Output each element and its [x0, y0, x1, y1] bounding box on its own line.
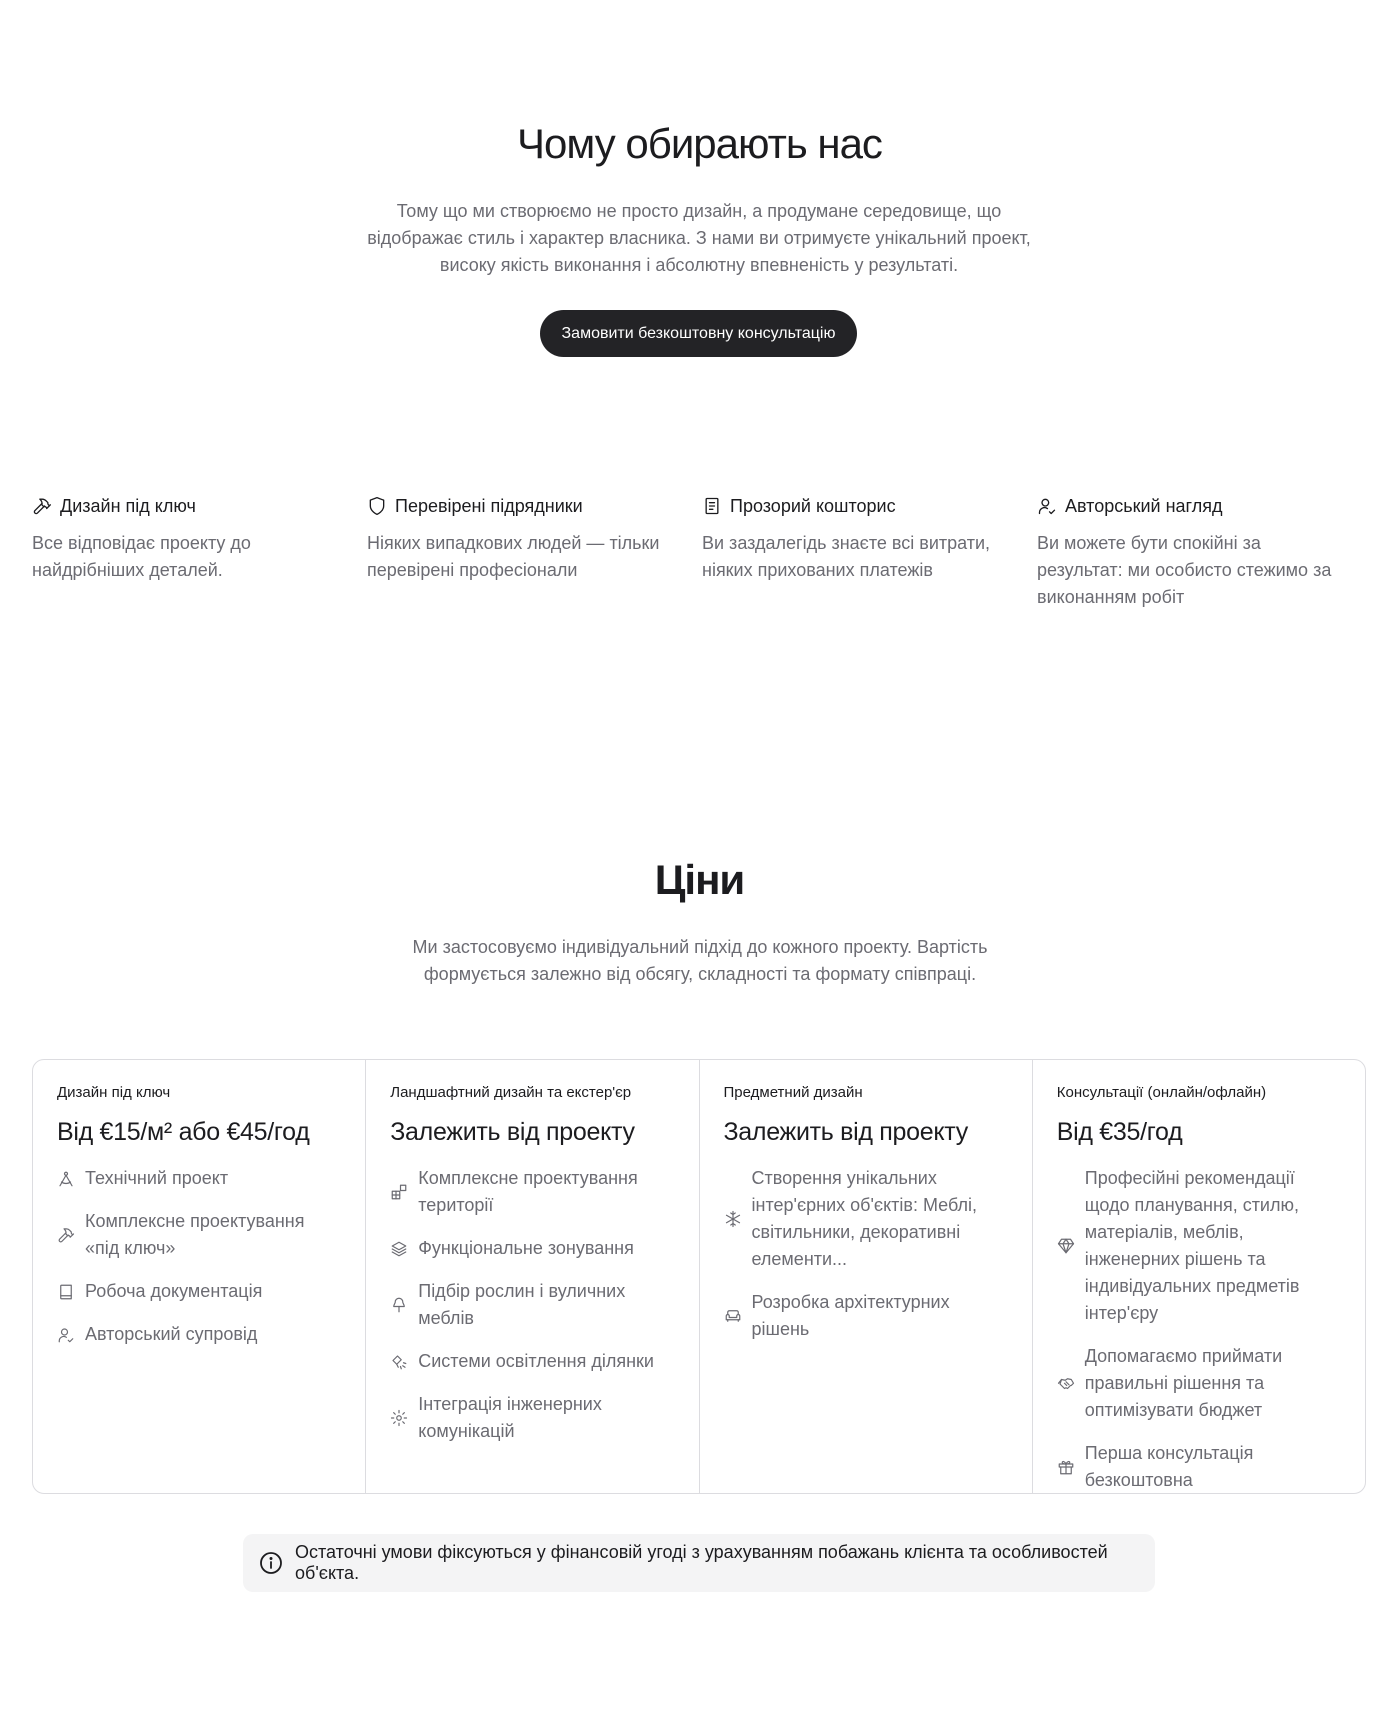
list-item-text: Створення унікальних інтер'єрних об'єктів: Меблі, світильники, декоративні елементи...	[751, 1168, 977, 1269]
list-item	[57, 1278, 341, 1305]
why-us-subtitle: Тому що ми створюємо не просто дизайн, а продумане середовище, що відображає стиль і характер власника. З нами ви отримуєте унікальний проект, високу якість виконання і абсолютну впевненість у результаті.	[367, 201, 1031, 275]
list-item	[390, 1278, 674, 1332]
list-item-text: Авторський супровід	[85, 1324, 258, 1344]
feature-desc: Ви заздалегідь знаєте всі витрати, ніяких прихованих платежів	[702, 533, 991, 580]
feature-title: Прозорий кошторис	[730, 495, 896, 516]
feature-title: Дизайн під ключ	[60, 495, 196, 516]
hammer-icon	[32, 496, 52, 516]
list-item	[390, 1348, 674, 1375]
plan-price: Залежить від проекту	[723, 1118, 968, 1146]
user-check-icon	[1037, 496, 1057, 516]
plan-name: Предметний дизайн	[723, 1084, 863, 1101]
handshake-icon	[1057, 1375, 1075, 1393]
list-item-text: Функціональне зонування	[418, 1238, 634, 1258]
plan-landscape-design	[366, 1060, 699, 1493]
prices-title: Ціни	[654, 856, 745, 903]
feature-desc: Ви можете бути спокійні за результат: ми особисто стежимо за виконанням робіт	[1037, 533, 1332, 607]
blocks-icon	[390, 1183, 408, 1201]
feature-desc: Ніяких випадкових людей — тільки перевірені професіонали	[367, 533, 660, 580]
feature-turnkey	[32, 492, 367, 611]
features-list	[32, 492, 1372, 611]
list-item-text: Комплексне проектування території	[418, 1168, 638, 1215]
feature-estimate	[702, 492, 1037, 611]
list-item-text: Робоча документація	[85, 1281, 263, 1301]
list-item-text: Перша консультація безкоштовна	[1084, 1443, 1254, 1490]
plan-price: Від €15/м² або €45/год	[57, 1118, 310, 1146]
plan-name: Ландшафтний дизайн та екстер'єр	[390, 1084, 632, 1101]
list-item-text: Комплексне проектування «під ключ»	[85, 1211, 305, 1258]
list-item-text: Розробка архітектурних рішень	[751, 1292, 950, 1339]
feature-supervision	[1037, 492, 1372, 611]
feature-title: Перевірені підрядники	[395, 495, 583, 516]
list-item	[390, 1391, 674, 1445]
list-item-text: Системи освітлення ділянки	[418, 1351, 654, 1371]
list-item	[1057, 1440, 1341, 1494]
pricing-note	[243, 1534, 1155, 1592]
plan-price: Від €35/год	[1056, 1118, 1183, 1146]
why-us-title: Чому обирають нас	[517, 120, 882, 167]
info-icon	[259, 1551, 283, 1575]
list-item-text: Інтеграція інженерних комунікацій	[418, 1394, 602, 1441]
price-plans	[32, 1059, 1366, 1494]
plan-object-design	[700, 1060, 1033, 1493]
layers-icon	[390, 1240, 408, 1258]
gift-icon	[1057, 1458, 1075, 1476]
list-item	[57, 1321, 341, 1348]
plan-price: Залежить від проекту	[390, 1118, 635, 1146]
free-consultation-button[interactable]: Замовити безкоштовну консультацію	[540, 310, 857, 357]
plan-turnkey-design	[33, 1060, 366, 1493]
list-item-text: Підбір рослин і вуличних меблів	[418, 1281, 626, 1328]
lamp-icon	[390, 1353, 408, 1371]
list-item-text: Технічний проект	[85, 1168, 229, 1188]
plan-features	[724, 1165, 1008, 1343]
tree-icon	[390, 1296, 408, 1314]
feature-contractors	[367, 492, 702, 611]
gem-icon	[1057, 1237, 1075, 1255]
book-icon	[57, 1283, 75, 1301]
feature-desc: Все відповідає проекту до найдрібніших деталей.	[32, 533, 251, 580]
plan-name: Консультації (онлайн/офлайн)	[1056, 1084, 1267, 1101]
plan-features	[57, 1165, 341, 1348]
compass-icon	[57, 1170, 75, 1188]
sofa-icon	[724, 1307, 742, 1325]
plan-features	[1057, 1165, 1341, 1494]
list-item	[724, 1289, 1008, 1343]
list-item-text: Професійні рекомендації щодо планування, стилю, матеріалів, меблів, інженерних рішень та індивідуальних предметів інтер'єру	[1084, 1168, 1300, 1323]
snowflake-icon	[724, 1210, 742, 1228]
list-item	[57, 1165, 341, 1192]
list-item	[390, 1235, 674, 1262]
gear-icon	[390, 1409, 408, 1427]
list-item	[724, 1165, 1008, 1273]
pricing-note-text: Остаточні умови фіксуються у фінансовій угоді з урахуванням побажань клієнта та особливостей об'єкта.	[295, 1542, 1108, 1583]
shield-icon	[367, 496, 387, 516]
hammer-icon	[57, 1226, 75, 1244]
prices-subtitle: Ми застосовуємо індивідуальний підхід до кожного проекту. Вартість формується залежно від обсягу, складності та формату співпраці.	[412, 937, 988, 984]
list-item	[390, 1165, 674, 1219]
plan-consultations	[1033, 1060, 1365, 1493]
list-item	[1057, 1165, 1341, 1327]
plan-features	[390, 1165, 674, 1445]
user-check-icon	[57, 1326, 75, 1344]
list-item	[1057, 1343, 1341, 1424]
list-item	[57, 1208, 341, 1262]
feature-title: Авторський нагляд	[1065, 495, 1223, 516]
list-item-text: Допомагаємо приймати правильні рішення та оптимізувати бюджет	[1084, 1346, 1283, 1420]
receipt-icon	[702, 496, 722, 516]
plan-name: Дизайн під ключ	[57, 1084, 171, 1101]
